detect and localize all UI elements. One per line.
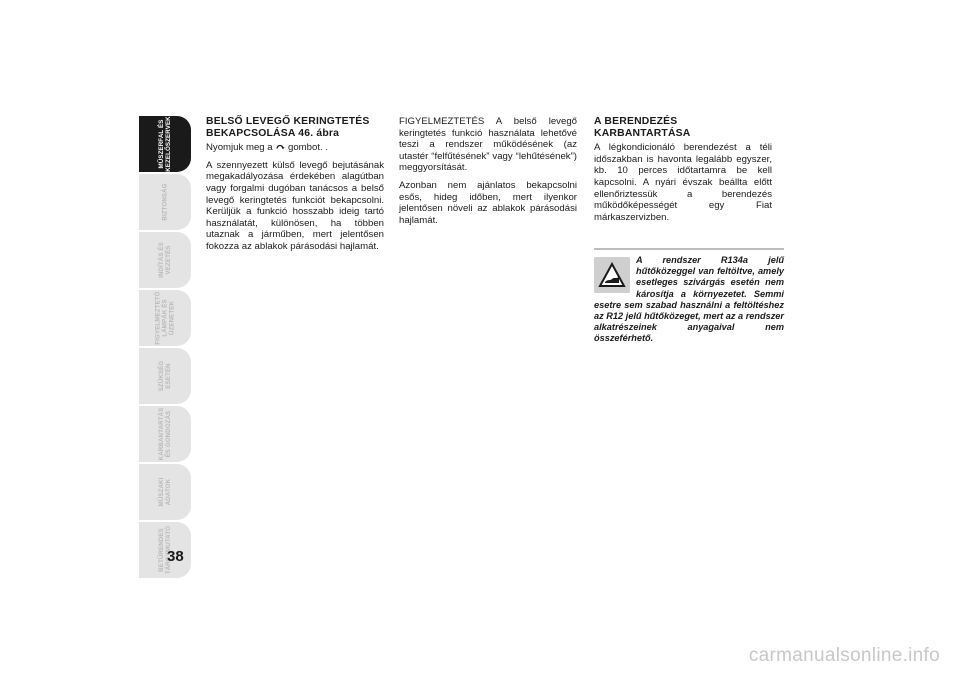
tab-label: BETŰRENDES TÁRGYMUTATÓ: [158, 525, 172, 575]
body-paragraph: A légkondicionáló berendezést a téli időszakban is havonta legalább egyszer, kb. 10 perces időtartamra be kell kapcsolni. A nyári évszak beállta előtt ellenőriztessük a berendezés működőképességét egy Fiat márkaszervizben.: [594, 142, 772, 223]
tab-szukseg[interactable]: [139, 348, 191, 404]
tab-label: KARBANTARTÁS ÉS GONDOZÁS: [158, 407, 172, 461]
column-recirculation: [206, 116, 384, 259]
tab-karbantartas[interactable]: [139, 406, 191, 462]
watermark: carmanualsonline.info: [748, 645, 940, 666]
environment-warning-box: [594, 248, 784, 345]
column-maintenance: [594, 116, 772, 229]
tab-label: SZÜKSÉG ESETÉN: [158, 360, 172, 392]
tab-label: MŰSZERFAL ÉS KEZELŐSZERVEK: [158, 116, 172, 172]
section-heading: BELSŐ LEVEGŐ KERINGTETÉS BEKAPCSOLÁSA 46. ábra: [206, 116, 370, 139]
section-heading: A BERENDEZÉS KARBANTARTÁSA: [594, 116, 691, 139]
tab-muszerfal[interactable]: [139, 116, 191, 172]
warning-text: A rendszer R134a jelű hűtőközeggel van feltöltve, amely esetleges szivárgás esetén nem károsítja a környezetet. Semmi esetre sem szabad használni a feltöltéshez az R12 jelű hűtőközeget, mert az a rendszer alkatrészeinek anyagaival nem összeférhető.: [594, 255, 784, 344]
tab-label: INDÍTÁS ÉS VEZETÉS: [158, 242, 172, 278]
body-paragraph: FIGYELMEZTETÉS A belső levegő keringtetés funkció használata lehetővé teszi a rendszer működésének (az utastér “felfűtésének” vagy “lehűtésének”) meggyorsítását.: [399, 116, 577, 174]
tab-label: BIZTONSÁG: [161, 183, 169, 221]
tab-label: FIGYELMEZTETŐ LÁMPÁK ÉS ÜZENETEK: [154, 291, 176, 345]
instruction-paragraph: [206, 142, 384, 154]
body-paragraph: A szennyezett külső levegő bejutásának megakadályozása érdekében alagútban vagy forgalmi dugóban tanácsos a belső levegő keringtetés funkciót bekapcsolni. Kerüljük a funkció hosszabb ideig tartó használatát, különösen, ha többen utaznak a járműben, mert jelentősen fokozza az ablakok párásodási hajlamát.: [206, 159, 384, 252]
tab-biztonsag[interactable]: [139, 174, 191, 230]
tab-inditas[interactable]: [139, 232, 191, 288]
recirculation-icon: [275, 142, 285, 151]
tab-label: MŰSZAKI ADATOK: [158, 477, 172, 507]
tab-figyelmezteto[interactable]: [139, 290, 191, 346]
tab-muszaki[interactable]: [139, 464, 191, 520]
press-prefix: Nyomjuk meg a: [206, 142, 273, 154]
press-suffix: gombot. .: [288, 142, 328, 154]
page-number: 38: [167, 548, 184, 565]
body-paragraph: Azonban nem ajánlatos bekapcsolni esős, hideg időben, mert ilyenkor jelentősen növeli az ablakok párásodási hajlamát.: [399, 179, 577, 226]
column-warning-note: [399, 116, 577, 232]
section-tabs: [139, 116, 191, 580]
environment-warning-icon: [594, 257, 630, 293]
